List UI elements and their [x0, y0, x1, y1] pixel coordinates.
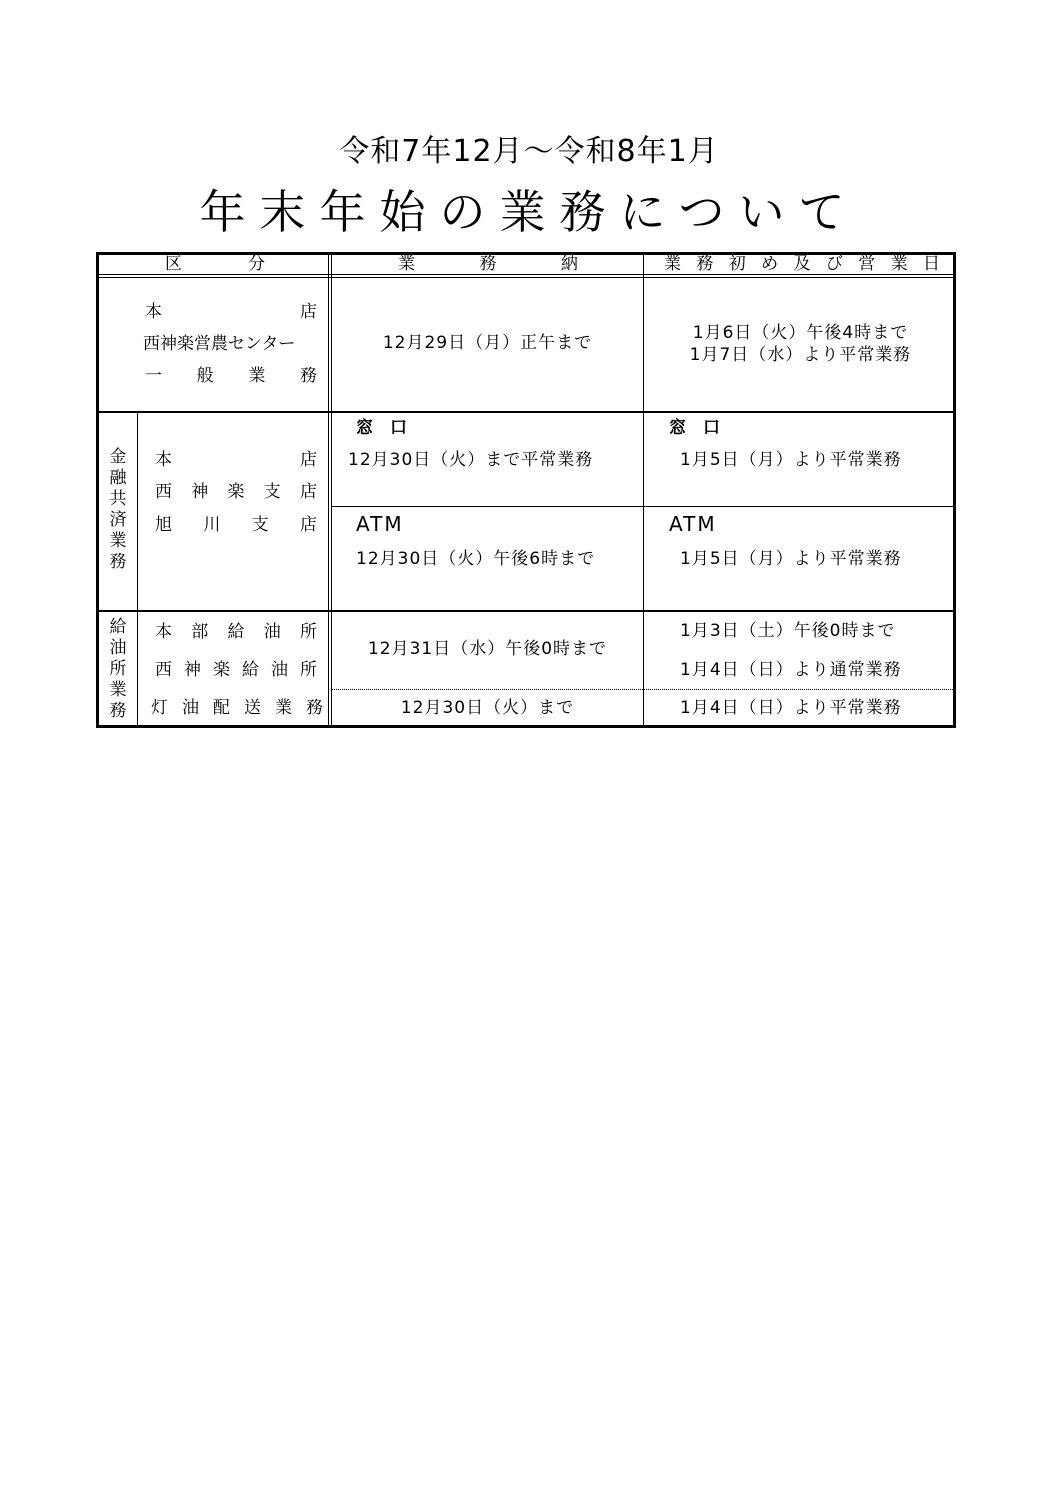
- window-label-start: 窓 口: [669, 418, 720, 438]
- finance-group-label: 金 融 共 済 業 務: [109, 447, 127, 572]
- fuel-start-1: 1月3日（土）午後0時まで: [680, 621, 896, 641]
- finance-branch-honten: 本 店: [155, 450, 317, 470]
- general-branch-honten: 本 店: [145, 302, 317, 322]
- subtitle: 令和7年12月～令和8年1月: [339, 134, 719, 169]
- fuel-row-delivery: 灯 油 配 送 業 務: [151, 698, 323, 718]
- window-start: 1月5日（月）より平常業務: [680, 450, 902, 470]
- delivery-start: 1月4日（日）より平常業務: [680, 698, 902, 718]
- header-category: 区 分: [165, 254, 265, 274]
- general-start-1: 1月6日（火）午後4時まで: [692, 323, 909, 343]
- page-title: 年末年始の業務について: [199, 185, 859, 239]
- window-close: 12月30日（火）まで平常業務: [348, 450, 594, 470]
- atm-start: 1月5日（月）より平常業務: [680, 549, 902, 569]
- general-business: 一 般 業 務: [145, 366, 317, 386]
- finance-branch-nishikagura: 西 神 楽 支 店: [155, 482, 317, 502]
- fuel-close: 12月31日（水）午後0時まで: [367, 639, 608, 659]
- general-branch-nishikagura-center: 西神楽営農センター: [143, 334, 296, 354]
- window-label-close: 窓 口: [356, 418, 407, 438]
- header-start: 業 務 初 め 及 び 営 業 日: [664, 254, 940, 274]
- general-start-2: 1月7日（水）より平常業務: [689, 345, 912, 365]
- fuel-row-honbu: 本 部 給 油 所: [155, 622, 317, 642]
- fuel-group-label: 給 油 所 業 務: [109, 617, 127, 721]
- header-close: 業 務 納: [398, 254, 578, 274]
- fuel-row-nishikagura: 西 神 楽 給 油 所: [155, 660, 317, 680]
- finance-branch-asahikawa: 旭 川 支 店: [155, 515, 317, 535]
- atm-close: 12月30日（火）午後6時まで: [356, 549, 596, 569]
- atm-label-start: ATM: [669, 512, 717, 536]
- delivery-close: 12月30日（火）まで: [400, 698, 575, 718]
- fuel-start-2: 1月4日（日）より通常業務: [680, 660, 902, 680]
- atm-label-close: ATM: [356, 512, 404, 536]
- general-close: 12月29日（月）正午まで: [382, 333, 593, 353]
